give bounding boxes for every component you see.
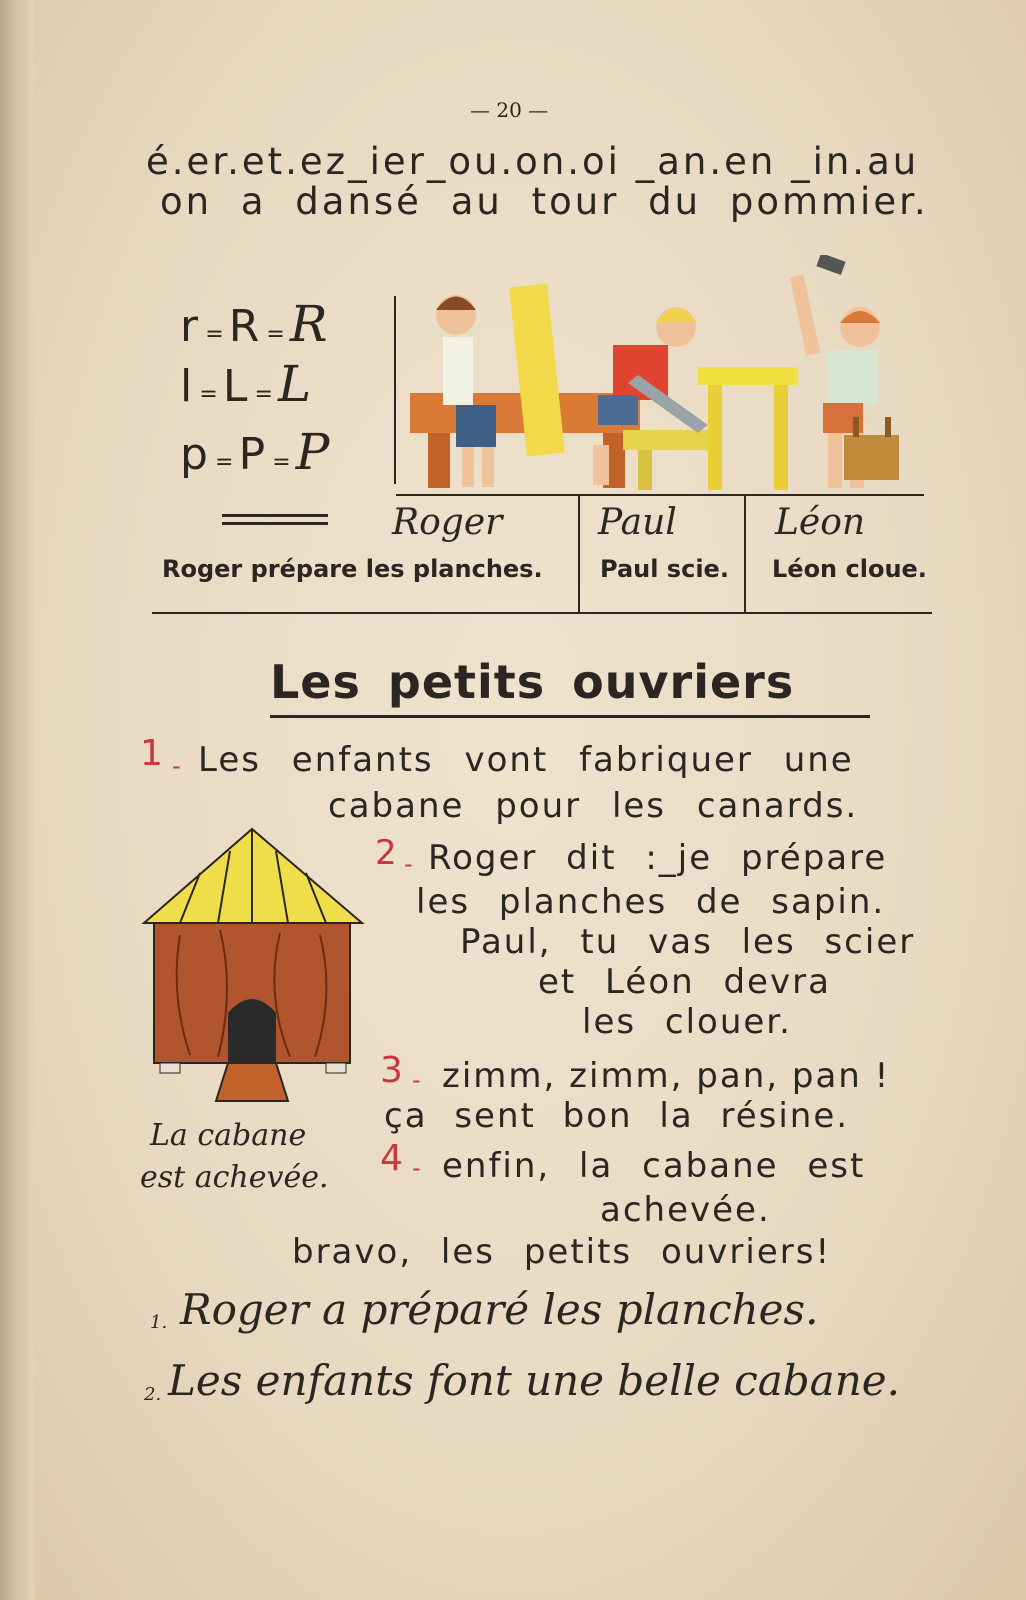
paragraph-line: cabane pour les canards. [328, 786, 859, 826]
script-line-number: 2. [144, 1384, 162, 1405]
paragraph-line: les planches de sapin. [416, 882, 886, 922]
review-sentence: on a dansé au tour du pommier. [160, 180, 929, 223]
equals-sign: = [199, 382, 218, 407]
letter-divider [394, 296, 396, 484]
letter-row-r [180, 295, 328, 353]
paragraph-number: 3 [380, 1050, 405, 1091]
paragraph-line: ça sent bon la résine. [384, 1096, 850, 1136]
caption-action-leon: Léon cloue. [772, 555, 927, 583]
paragraph-line: bravo, les petits ouvriers! [292, 1232, 832, 1272]
caption-name-leon: Léon [775, 502, 866, 543]
caption-name-roger: Roger [392, 502, 503, 543]
title-underline [270, 715, 870, 718]
double-rule [222, 514, 328, 517]
cabin-caption: La cabane [150, 1118, 307, 1153]
paragraph-line: enfin, la cabane est [442, 1146, 866, 1186]
script-line: Les enfants font une belle cabane. [168, 1356, 900, 1405]
letter-row-l [180, 355, 311, 413]
equals-sign: = [254, 382, 273, 407]
paragraph-number: 1 [140, 733, 165, 774]
letter-script-upper: P [295, 423, 330, 481]
caption-divider [578, 494, 580, 612]
paragraph-line: et Léon devra [538, 962, 831, 1002]
paragraph-dash: - [172, 752, 181, 780]
letter-row-p [180, 423, 329, 481]
sound-review-line: é.er.et.ez_ier_ou.on.oi _an.en _in.au [146, 140, 920, 183]
paragraph-dash: - [412, 1066, 421, 1094]
letter-print-upper: R [228, 301, 262, 352]
script-line-number: 1. [150, 1312, 168, 1333]
paragraph-line: Roger dit :_je prépare [428, 838, 888, 878]
paragraph-line: zimm, zimm, pan, pan ! [442, 1056, 891, 1096]
letter-print-lower: l [180, 361, 195, 412]
page-title: Les petits ouvriers [270, 655, 795, 709]
caption-name-paul: Paul [598, 502, 677, 543]
equals-sign: = [215, 450, 234, 475]
page-number: — 20 — [470, 98, 549, 122]
caption-action-paul: Paul scie. [600, 555, 729, 583]
paragraph-number: 2 [375, 833, 399, 873]
paragraph-number: 4 [380, 1138, 405, 1179]
workshop-illustration [398, 255, 928, 495]
paragraph-line: Paul, tu vas les scier [460, 922, 916, 962]
paragraph-line: achevée. [600, 1190, 771, 1230]
letter-print-lower: r [180, 301, 201, 352]
page-edge [0, 0, 34, 1600]
paragraph-dash: - [412, 1154, 421, 1182]
cabin-illustration [140, 825, 370, 1105]
letter-print-upper: P [238, 429, 268, 480]
paragraph-line: Les enfants vont fabriquer une [198, 740, 854, 780]
caption-bottom-rule [152, 612, 932, 614]
script-line: Roger a préparé les planches. [180, 1285, 819, 1334]
double-rule [222, 522, 328, 525]
equals-sign: = [272, 450, 291, 475]
caption-action-roger: Roger prépare les planches. [162, 555, 543, 583]
letter-script-upper: L [278, 355, 312, 413]
caption-divider [744, 494, 746, 612]
letter-print-upper: L [222, 361, 250, 412]
paragraph-dash: - [404, 850, 413, 878]
letter-script-upper: R [289, 295, 328, 353]
letter-print-lower: p [180, 429, 210, 480]
paragraph-line: les clouer. [582, 1002, 792, 1042]
equals-sign: = [266, 322, 285, 347]
caption-top-rule [396, 494, 924, 496]
equals-sign: = [205, 322, 224, 347]
cabin-caption: est achevée. [140, 1160, 329, 1195]
